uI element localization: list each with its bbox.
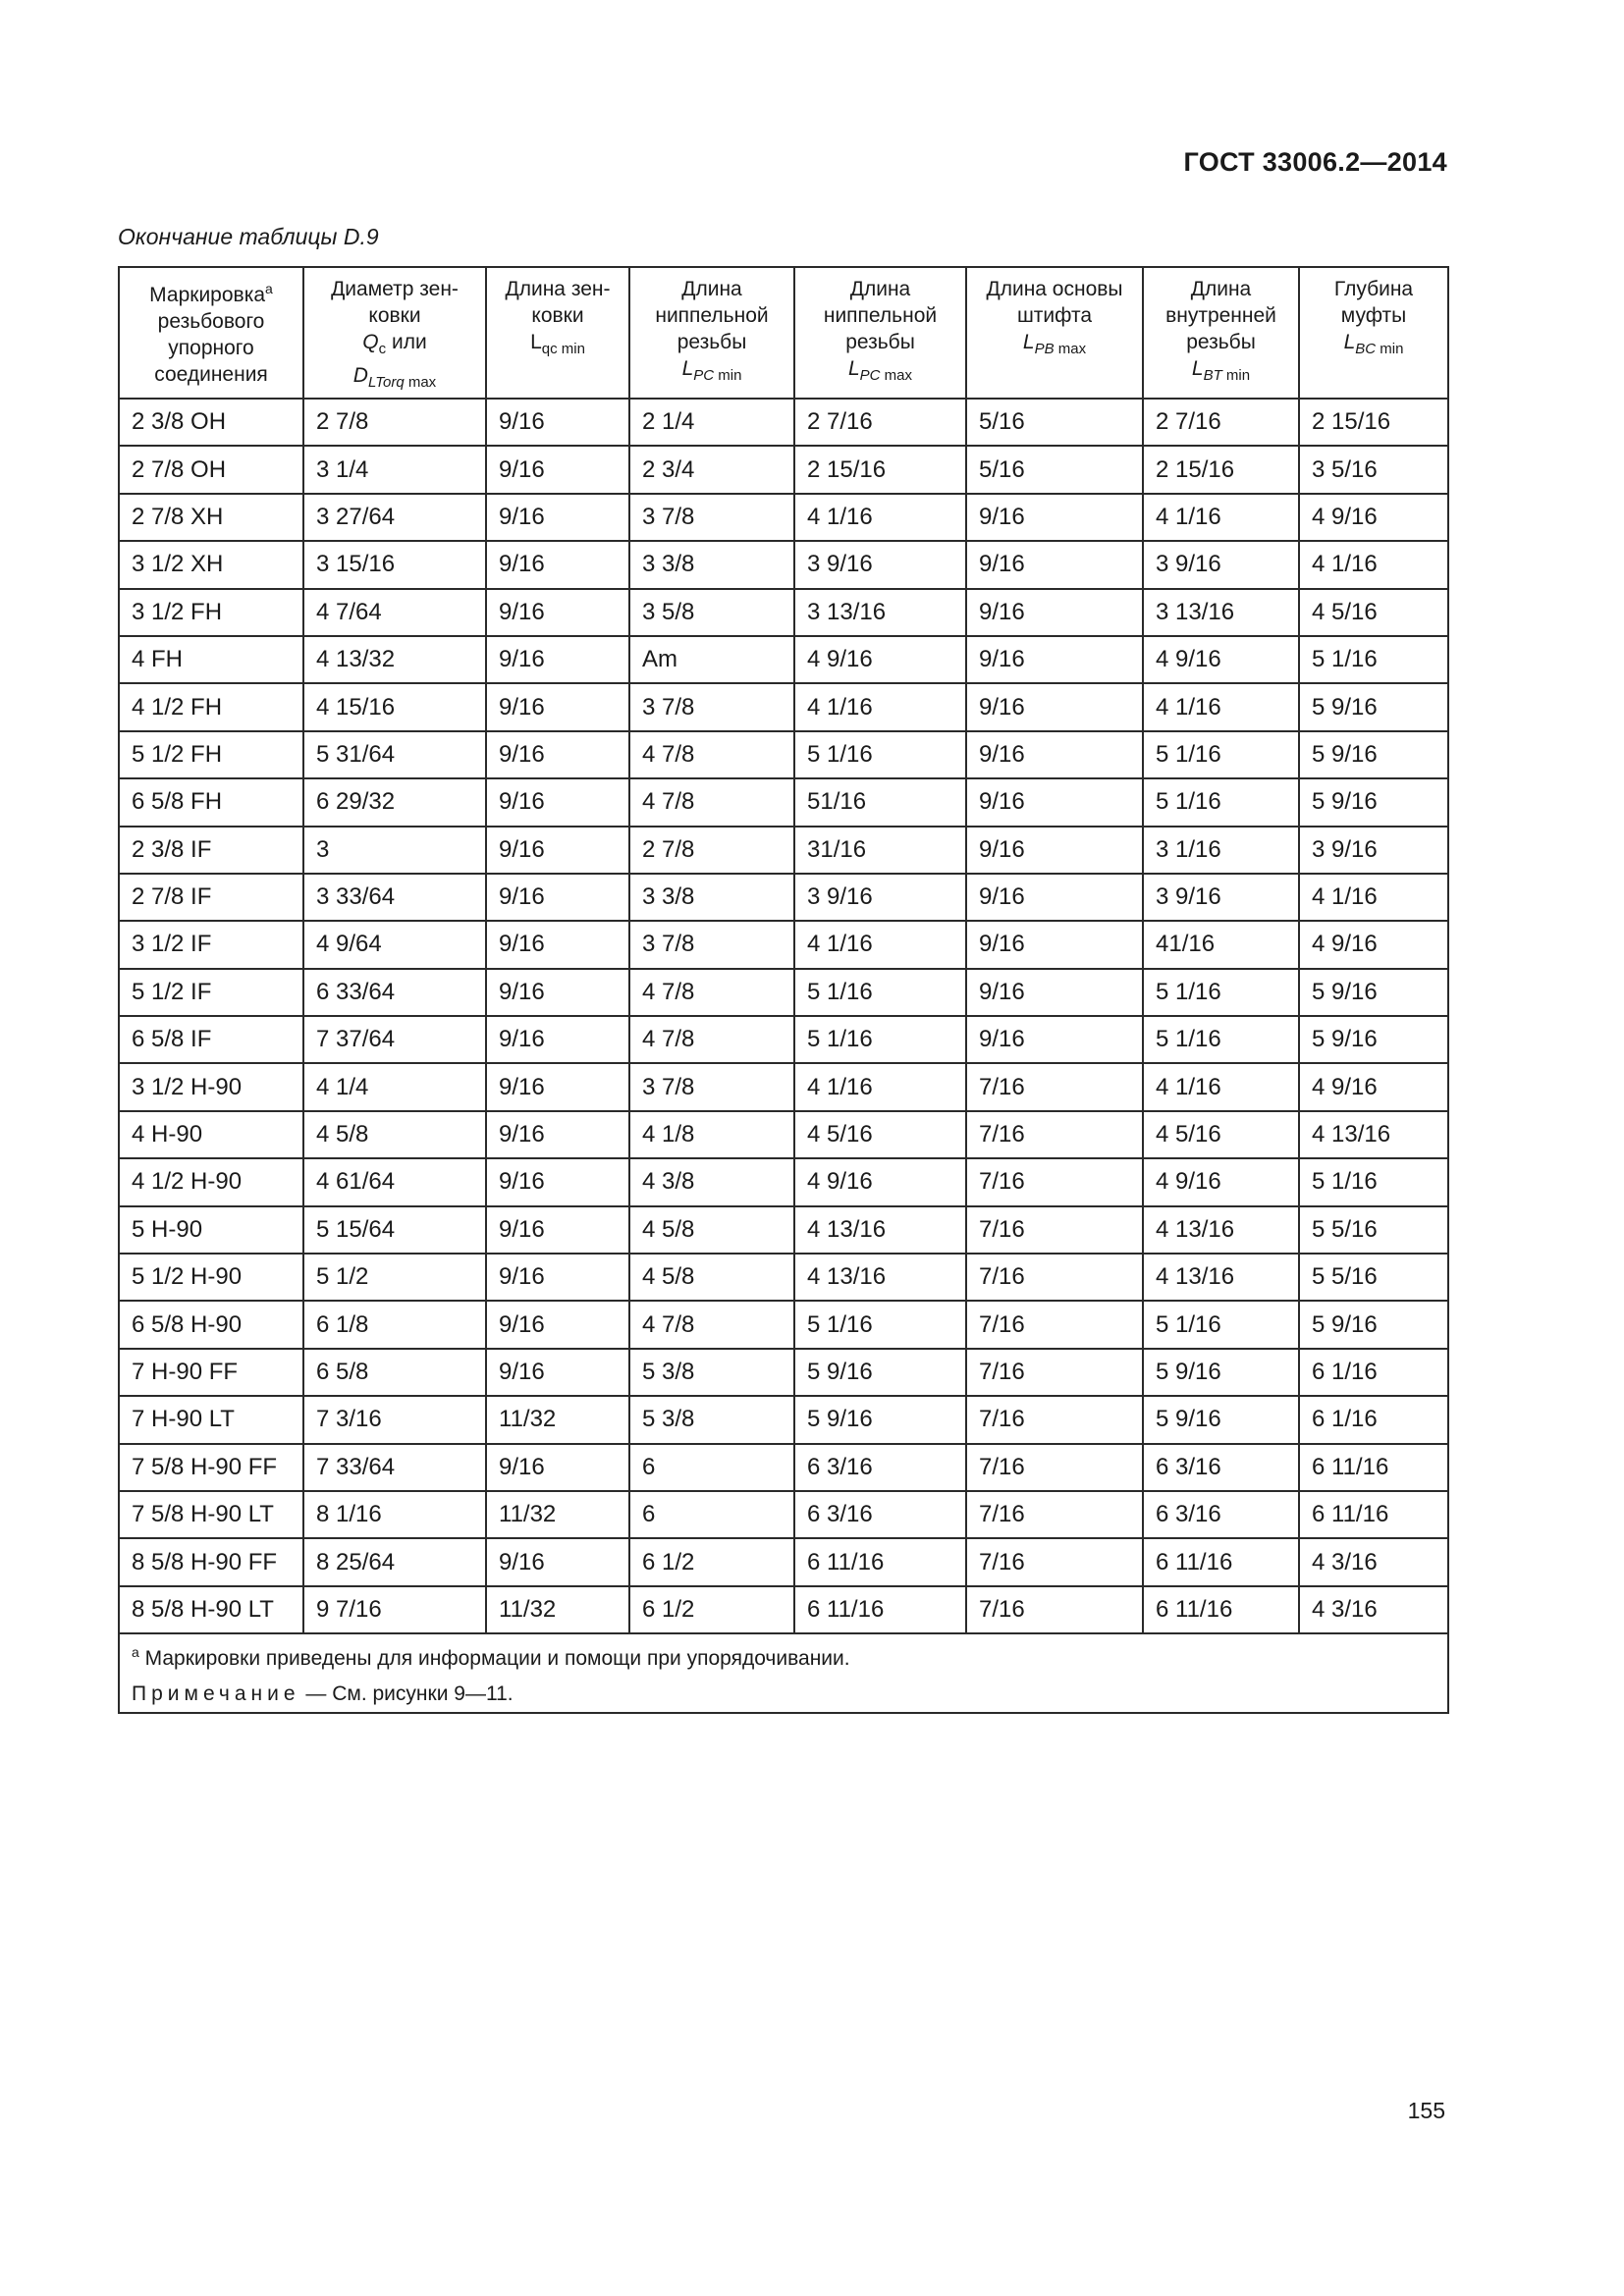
table-cell: 3 — [303, 827, 486, 874]
table-cell: 4 1/16 — [794, 494, 966, 541]
table-cell: 4 13/32 — [303, 636, 486, 683]
table-cell: 3 3/8 — [629, 874, 794, 921]
table-cell: 9/16 — [966, 731, 1143, 778]
table-cell: 5 1/16 — [1299, 1158, 1448, 1205]
table-cell: 2 7/8 OH — [119, 446, 303, 493]
table-cell: 2 7/8 XH — [119, 494, 303, 541]
table-cell: 4 9/64 — [303, 921, 486, 968]
table-cell: 7/16 — [966, 1254, 1143, 1301]
table-cell: 5 1/2 — [303, 1254, 486, 1301]
table-cell: 6 11/16 — [1299, 1444, 1448, 1491]
table-cell: 9/16 — [966, 589, 1143, 636]
table-cell: 5 1/16 — [1143, 1301, 1299, 1348]
table-row — [119, 778, 1448, 826]
table-row — [119, 1396, 1448, 1443]
table-row — [119, 1491, 1448, 1538]
table-cell: 3 7/8 — [629, 921, 794, 968]
table-cell: 6 33/64 — [303, 969, 486, 1016]
table-cell: 5 1/16 — [794, 731, 966, 778]
table-cell: 6 3/16 — [794, 1491, 966, 1538]
table-cell: 51/16 — [794, 778, 966, 826]
column-header-pin-thread-length-max: Длина ниппельной резьбы $L_{PC max}$ — [794, 267, 966, 399]
table-cell: 9/16 — [966, 636, 1143, 683]
table-cell: 7 33/64 — [303, 1444, 486, 1491]
table-row — [119, 494, 1448, 541]
table-cell: 6 29/32 — [303, 778, 486, 826]
table-cell: 5/16 — [966, 399, 1143, 446]
table-cell: 4 7/8 — [629, 778, 794, 826]
table-cell: 6 1/16 — [1299, 1396, 1448, 1443]
table-cell: 9/16 — [486, 1016, 629, 1063]
table-cell: 2 15/16 — [1299, 399, 1448, 446]
table-cell: 4 1/2 FH — [119, 683, 303, 730]
table-cell: 6 1/2 — [629, 1538, 794, 1585]
table-row — [119, 921, 1448, 968]
table-cell: 9/16 — [486, 1206, 629, 1254]
table-cell: 6 11/16 — [1299, 1491, 1448, 1538]
table-cell: 5 1/16 — [1143, 969, 1299, 1016]
table-row — [119, 1586, 1448, 1633]
table-cell: 6 3/16 — [1143, 1444, 1299, 1491]
table-cell: 3 1/2 FH — [119, 589, 303, 636]
table-cell: 4 9/16 — [1299, 494, 1448, 541]
table-cell: 9/16 — [486, 921, 629, 968]
table-cell: 5 1/16 — [1143, 778, 1299, 826]
table-cell: 7 H-90 LT — [119, 1396, 303, 1443]
column-header-counterbore-diameter: Диаметр зен- ковки $Q_c$ или $D_{LTorq max}$ — [303, 267, 486, 399]
table-cell: 2 7/8 — [629, 827, 794, 874]
data-table — [118, 266, 1449, 1714]
table-cell: 11/32 — [486, 1586, 629, 1633]
table-cell: 9/16 — [486, 731, 629, 778]
table-row — [119, 446, 1448, 493]
table-cell: 3 9/16 — [1143, 541, 1299, 588]
table-cell: 4 1/16 — [794, 1063, 966, 1110]
table-cell: 5 1/2 IF — [119, 969, 303, 1016]
table-cell: 5 H-90 — [119, 1206, 303, 1254]
table-cell: 7/16 — [966, 1301, 1143, 1348]
column-header-pin-base-length: Длина основы штифта $L_{PB max}$ — [966, 267, 1143, 399]
column-header-box-depth: Глубина муфты $L_{BC min}$ — [1299, 267, 1448, 399]
table-cell: 9/16 — [486, 1444, 629, 1491]
table-cell: 6 5/8 H-90 — [119, 1301, 303, 1348]
table-cell: 5 15/64 — [303, 1206, 486, 1254]
table-cell: 4 1/16 — [794, 683, 966, 730]
table-cell: 5 1/16 — [1143, 731, 1299, 778]
table-cell: 4 7/64 — [303, 589, 486, 636]
table-cell: 9/16 — [486, 1349, 629, 1396]
table-cell: 5 3/8 — [629, 1396, 794, 1443]
table-cell: 7 37/64 — [303, 1016, 486, 1063]
column-header-box-thread-length: Длина внутренней резьбы $L_{BT min}$ — [1143, 267, 1299, 399]
table-row — [119, 1254, 1448, 1301]
table-cell: 6 11/16 — [794, 1586, 966, 1633]
table-cell: 7/16 — [966, 1444, 1143, 1491]
table-cell: 6 11/16 — [1143, 1538, 1299, 1585]
table-cell: 3 3/8 — [629, 541, 794, 588]
table-cell: 5 9/16 — [1299, 731, 1448, 778]
table-cell: 4 5/16 — [1143, 1111, 1299, 1158]
table-cell: 4 13/16 — [794, 1206, 966, 1254]
table-cell: 4 1/16 — [1143, 683, 1299, 730]
table-cell: 7/16 — [966, 1206, 1143, 1254]
table-cell: 5 9/16 — [1143, 1396, 1299, 1443]
table-cell: 5 3/8 — [629, 1349, 794, 1396]
table-cell: 6 5/8 — [303, 1349, 486, 1396]
table-cell: 31/16 — [794, 827, 966, 874]
table-row — [119, 589, 1448, 636]
table-row — [119, 1016, 1448, 1063]
table-cell: 5 9/16 — [1299, 1301, 1448, 1348]
table-cell: 9/16 — [966, 921, 1143, 968]
table-cell: 9/16 — [966, 1016, 1143, 1063]
table-cell: 2 3/8 OH — [119, 399, 303, 446]
table-cell: 3 1/2 XH — [119, 541, 303, 588]
table-cell: 9/16 — [486, 1301, 629, 1348]
table-cell: 4 1/16 — [1299, 541, 1448, 588]
table-cell: 3 1/16 — [1143, 827, 1299, 874]
table-cell: 3 7/8 — [629, 494, 794, 541]
table-cell: 7 H-90 FF — [119, 1349, 303, 1396]
table-cell: 5 5/16 — [1299, 1206, 1448, 1254]
table-cell: 4 7/8 — [629, 969, 794, 1016]
table-notes — [119, 1633, 1448, 1713]
table-cell: 7/16 — [966, 1063, 1143, 1110]
table-cell: 4 1/16 — [1299, 874, 1448, 921]
table-cell: 7 5/8 H-90 LT — [119, 1491, 303, 1538]
table-cell: 5 9/16 — [1299, 1016, 1448, 1063]
table-cell: 5 1/16 — [794, 1016, 966, 1063]
table-cell: 9/16 — [486, 636, 629, 683]
table-cell: 5 1/16 — [794, 969, 966, 1016]
table-cell: 2 1/4 — [629, 399, 794, 446]
table-cell: 5 31/64 — [303, 731, 486, 778]
table-cell: 3 13/16 — [794, 589, 966, 636]
table-row — [119, 1444, 1448, 1491]
table-row — [119, 636, 1448, 683]
table-cell: 9/16 — [966, 494, 1143, 541]
table-cell: 9 7/16 — [303, 1586, 486, 1633]
table-cell: 4 1/4 — [303, 1063, 486, 1110]
table-cell: 8 5/8 H-90 LT — [119, 1586, 303, 1633]
table-cell: 4 13/16 — [1299, 1111, 1448, 1158]
table-cell: 4 9/16 — [1299, 921, 1448, 968]
table-cell: 2 15/16 — [794, 446, 966, 493]
table-cell: 8 1/16 — [303, 1491, 486, 1538]
table-cell: 8 5/8 H-90 FF — [119, 1538, 303, 1585]
table-cell: 7/16 — [966, 1538, 1143, 1585]
table-cell: 7/16 — [966, 1158, 1143, 1205]
table-cell: 9/16 — [966, 969, 1143, 1016]
table-cell: 6 3/16 — [1143, 1491, 1299, 1538]
table-cell: 3 9/16 — [794, 874, 966, 921]
table-cell: 5 9/16 — [1299, 778, 1448, 826]
table-cell: 7/16 — [966, 1349, 1143, 1396]
table-cell: 3 1/2 IF — [119, 921, 303, 968]
table-cell: 4 9/16 — [794, 636, 966, 683]
table-cell: 9/16 — [486, 1063, 629, 1110]
table-row — [119, 731, 1448, 778]
table-cell: 6 — [629, 1491, 794, 1538]
table-cell: 9/16 — [486, 1158, 629, 1205]
table-cell: 4 15/16 — [303, 683, 486, 730]
table-cell: 6 1/2 — [629, 1586, 794, 1633]
table-row — [119, 1206, 1448, 1254]
table-row — [119, 1349, 1448, 1396]
table-cell: 3 7/8 — [629, 1063, 794, 1110]
table-cell: 5 9/16 — [1299, 969, 1448, 1016]
table-cell: 4 13/16 — [1143, 1206, 1299, 1254]
table-cell: 3 27/64 — [303, 494, 486, 541]
table-cell: 9/16 — [486, 1254, 629, 1301]
table-cell: 5/16 — [966, 446, 1143, 493]
table-cell: 3 9/16 — [1143, 874, 1299, 921]
table-cell: 5 9/16 — [794, 1349, 966, 1396]
table-cell: 3 1/2 H-90 — [119, 1063, 303, 1110]
table-cell: 8 25/64 — [303, 1538, 486, 1585]
table-cell: 4 9/16 — [1299, 1063, 1448, 1110]
table-cell: 4 13/16 — [794, 1254, 966, 1301]
column-header-pin-thread-length-min: Длина ниппельной резьбы $L_{PC min}$ — [629, 267, 794, 399]
table-cell: 2 15/16 — [1143, 446, 1299, 493]
table-header-row — [119, 267, 1448, 399]
table-caption: Окончание таблицы D.9 — [118, 224, 379, 249]
table-cell: 2 3/8 IF — [119, 827, 303, 874]
table-cell: 6 11/16 — [1143, 1586, 1299, 1633]
table-cell: 2 3/4 — [629, 446, 794, 493]
table-cell: 6 11/16 — [794, 1538, 966, 1585]
table-cell: 11/32 — [486, 1491, 629, 1538]
table-cell: 11/32 — [486, 1396, 629, 1443]
table-cell: 3 5/16 — [1299, 446, 1448, 493]
table-cell: 4 7/8 — [629, 1301, 794, 1348]
table-row — [119, 874, 1448, 921]
table-cell: 9/16 — [486, 541, 629, 588]
table-cell: 2 7/16 — [794, 399, 966, 446]
table-row — [119, 1538, 1448, 1585]
table-cell: 41/16 — [1143, 921, 1299, 968]
table-row — [119, 1063, 1448, 1110]
table-cell: 4 1/16 — [1143, 494, 1299, 541]
table-cell: 9/16 — [486, 874, 629, 921]
table-row — [119, 969, 1448, 1016]
table-cell: 5 1/2 H-90 — [119, 1254, 303, 1301]
table-footer-row — [119, 1633, 1448, 1713]
table-cell: 3 7/8 — [629, 683, 794, 730]
table-row — [119, 1158, 1448, 1205]
table-cell: 7 3/16 — [303, 1396, 486, 1443]
table-cell: 5 1/16 — [1143, 1016, 1299, 1063]
column-header-marking: Маркировка$^a$ резьбового упорного соединения — [119, 267, 303, 399]
table-cell: 7/16 — [966, 1491, 1143, 1538]
table-cell: 4 5/8 — [629, 1254, 794, 1301]
table-cell: 4 1/2 H-90 — [119, 1158, 303, 1205]
table-cell: 2 7/16 — [1143, 399, 1299, 446]
table-cell: 4 5/16 — [794, 1111, 966, 1158]
table-cell: 5 9/16 — [794, 1396, 966, 1443]
table-cell: 9/16 — [486, 446, 629, 493]
table-cell: 6 1/16 — [1299, 1349, 1448, 1396]
table-cell: 4 9/16 — [794, 1158, 966, 1205]
page-number: 155 — [1407, 2098, 1445, 2123]
table-cell: 7/16 — [966, 1111, 1143, 1158]
table-cell: 6 — [629, 1444, 794, 1491]
table-cell: 3 9/16 — [1299, 827, 1448, 874]
table-cell: 7/16 — [966, 1396, 1143, 1443]
table-cell: 9/16 — [486, 778, 629, 826]
table-row — [119, 683, 1448, 730]
table-cell: 4 3/8 — [629, 1158, 794, 1205]
table-cell: 5 1/16 — [1299, 636, 1448, 683]
table-cell: 9/16 — [966, 874, 1143, 921]
table-cell: 4 61/64 — [303, 1158, 486, 1205]
table-cell: 7 5/8 H-90 FF — [119, 1444, 303, 1491]
table-cell: 5 1/2 FH — [119, 731, 303, 778]
table-row — [119, 1111, 1448, 1158]
standard-code: ГОСТ 33006.2—2014 — [1183, 147, 1447, 177]
table-cell: 4 1/16 — [794, 921, 966, 968]
table-cell: 6 5/8 FH — [119, 778, 303, 826]
table-cell: 2 7/8 IF — [119, 874, 303, 921]
table-cell: 9/16 — [966, 541, 1143, 588]
table-cell: 3 13/16 — [1143, 589, 1299, 636]
table-cell: 4 9/16 — [1143, 1158, 1299, 1205]
table-row — [119, 1301, 1448, 1348]
table-cell: 3 1/4 — [303, 446, 486, 493]
table-cell: 2 7/8 — [303, 399, 486, 446]
table-cell: 9/16 — [486, 589, 629, 636]
table-cell: 3 15/16 — [303, 541, 486, 588]
table-cell: 4 3/16 — [1299, 1538, 1448, 1585]
note: Примечание — См. рисунки 9—11. — [132, 1682, 514, 1706]
table-cell: 5 9/16 — [1143, 1349, 1299, 1396]
footnote: $^a$ Маркировки приведены для информации и помощи при упорядочивании. — [132, 1644, 850, 1671]
table-cell: 4 5/8 — [629, 1206, 794, 1254]
table-cell: 4 3/16 — [1299, 1586, 1448, 1633]
table-cell: 9/16 — [486, 827, 629, 874]
table-cell: 4 H-90 — [119, 1111, 303, 1158]
table-cell: 3 5/8 — [629, 589, 794, 636]
table-cell: 6 5/8 IF — [119, 1016, 303, 1063]
table-row — [119, 827, 1448, 874]
table-cell: 5 9/16 — [1299, 683, 1448, 730]
table-cell: 4 13/16 — [1143, 1254, 1299, 1301]
table-cell: 5 1/16 — [794, 1301, 966, 1348]
table-cell: 9/16 — [486, 1538, 629, 1585]
table-cell: 9/16 — [966, 827, 1143, 874]
table-cell: 4 FH — [119, 636, 303, 683]
table-cell: 9/16 — [966, 683, 1143, 730]
table-row — [119, 399, 1448, 446]
table-cell: 6 1/8 — [303, 1301, 486, 1348]
table-cell: 9/16 — [966, 778, 1143, 826]
table-cell: 9/16 — [486, 1111, 629, 1158]
table-cell: Am — [629, 636, 794, 683]
table-cell: 4 7/8 — [629, 1016, 794, 1063]
table-cell: 9/16 — [486, 399, 629, 446]
table-row — [119, 541, 1448, 588]
table-cell: 4 9/16 — [1143, 636, 1299, 683]
column-header-counterbore-length: Длина зен- ковки $L_{qc min}$ — [486, 267, 629, 399]
table-cell: 3 33/64 — [303, 874, 486, 921]
table-cell: 4 7/8 — [629, 731, 794, 778]
table-cell: 9/16 — [486, 683, 629, 730]
table-cell: 4 1/16 — [1143, 1063, 1299, 1110]
table-cell: 7/16 — [966, 1586, 1143, 1633]
table-cell: 6 3/16 — [794, 1444, 966, 1491]
table-cell: 5 5/16 — [1299, 1254, 1448, 1301]
table-cell: 9/16 — [486, 969, 629, 1016]
table-cell: 4 1/8 — [629, 1111, 794, 1158]
table-cell: 4 5/8 — [303, 1111, 486, 1158]
table-cell: 9/16 — [486, 494, 629, 541]
table-cell: 3 9/16 — [794, 541, 966, 588]
table-cell: 4 5/16 — [1299, 589, 1448, 636]
